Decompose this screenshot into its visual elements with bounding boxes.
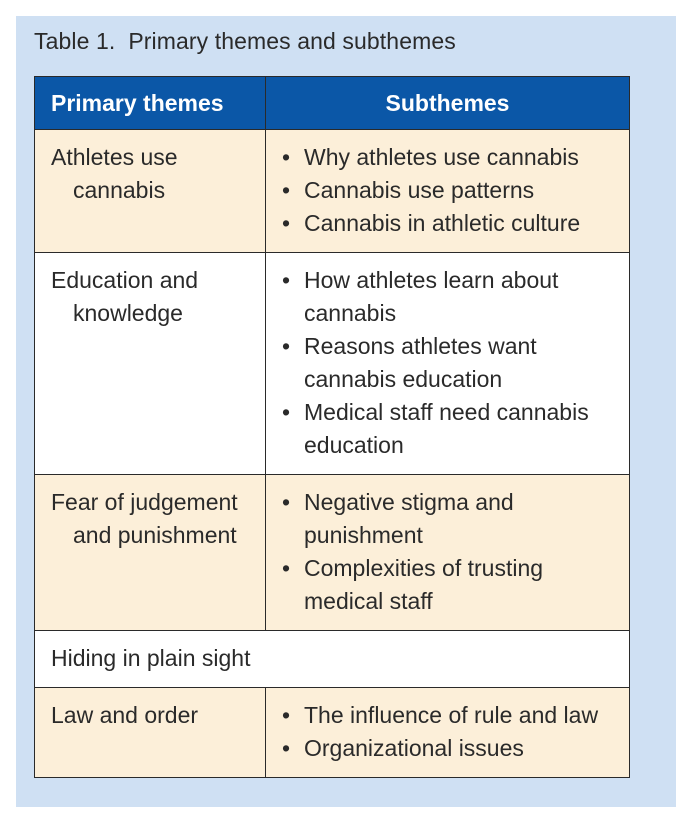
- themes-table: [34, 76, 630, 778]
- subtheme-item: [282, 207, 613, 240]
- bullet-icon: •: [282, 144, 291, 170]
- primary-themes-header: Primary themes: [35, 77, 266, 130]
- subtheme-label: Complexities of trusting medical staff: [304, 555, 544, 614]
- table-row: [35, 253, 630, 475]
- subthemes-cell: [266, 253, 630, 475]
- subthemes-cell: [266, 475, 630, 631]
- header-row: [35, 77, 630, 130]
- subtheme-list: [282, 264, 613, 462]
- primary-theme-cell: [35, 130, 266, 253]
- subtheme-item: [282, 732, 613, 765]
- bullet-icon: •: [282, 555, 291, 581]
- subtheme-item: [282, 552, 613, 618]
- subtheme-item: [282, 396, 613, 462]
- table-row: [35, 130, 630, 253]
- subtheme-label: Cannabis use patterns: [304, 177, 535, 203]
- subtheme-label: The influence of rule and law: [304, 702, 599, 728]
- bullet-icon: •: [282, 177, 291, 203]
- subtheme-list: [282, 486, 613, 618]
- subthemes-cell: [266, 130, 630, 253]
- subtheme-label: Cannabis in athletic culture: [304, 210, 581, 236]
- bullet-icon: •: [282, 267, 291, 293]
- subtheme-list: [282, 141, 613, 240]
- subtheme-item: [282, 174, 613, 207]
- subtheme-label: Why athletes use cannabis: [304, 144, 579, 170]
- subtheme-item: [282, 486, 613, 552]
- subthemes-header: Subthemes: [266, 77, 630, 130]
- primary-theme-label: Hiding in plain sight: [51, 645, 251, 671]
- subthemes-cell: [266, 688, 630, 778]
- subtheme-item: [282, 699, 613, 732]
- subtheme-item: [282, 141, 613, 174]
- table-row: [35, 631, 630, 688]
- primary-theme-label: Law and order: [51, 702, 199, 728]
- subtheme-label: Medical staff need cannabis education: [304, 399, 589, 458]
- subtheme-item: [282, 264, 613, 330]
- primary-theme-cell: [35, 631, 630, 688]
- primary-theme-cell: [35, 475, 266, 631]
- bullet-icon: •: [282, 399, 291, 425]
- primary-theme-label: Fear of judgement and punishment: [51, 489, 238, 548]
- subtheme-label: Organizational issues: [304, 735, 524, 761]
- primary-theme-label: Athletes use cannabis: [51, 144, 178, 203]
- bullet-icon: •: [282, 333, 291, 359]
- bullet-icon: •: [282, 489, 291, 515]
- table-row: [35, 475, 630, 631]
- table-caption: Table 1. Primary themes and subthemes: [34, 28, 456, 54]
- subtheme-label: How athletes learn about cannabis: [304, 267, 559, 326]
- primary-theme-label: Education and knowledge: [51, 267, 199, 326]
- bullet-icon: •: [282, 735, 291, 761]
- primary-theme-cell: [35, 688, 266, 778]
- subtheme-label: Negative stigma and punishment: [304, 489, 514, 548]
- bullet-icon: •: [282, 702, 291, 728]
- subtheme-item: [282, 330, 613, 396]
- bullet-icon: •: [282, 210, 291, 236]
- table-row: [35, 688, 630, 778]
- subtheme-label: Reasons athletes want cannabis education: [304, 333, 537, 392]
- primary-theme-cell: [35, 253, 266, 475]
- subtheme-list: [282, 699, 613, 765]
